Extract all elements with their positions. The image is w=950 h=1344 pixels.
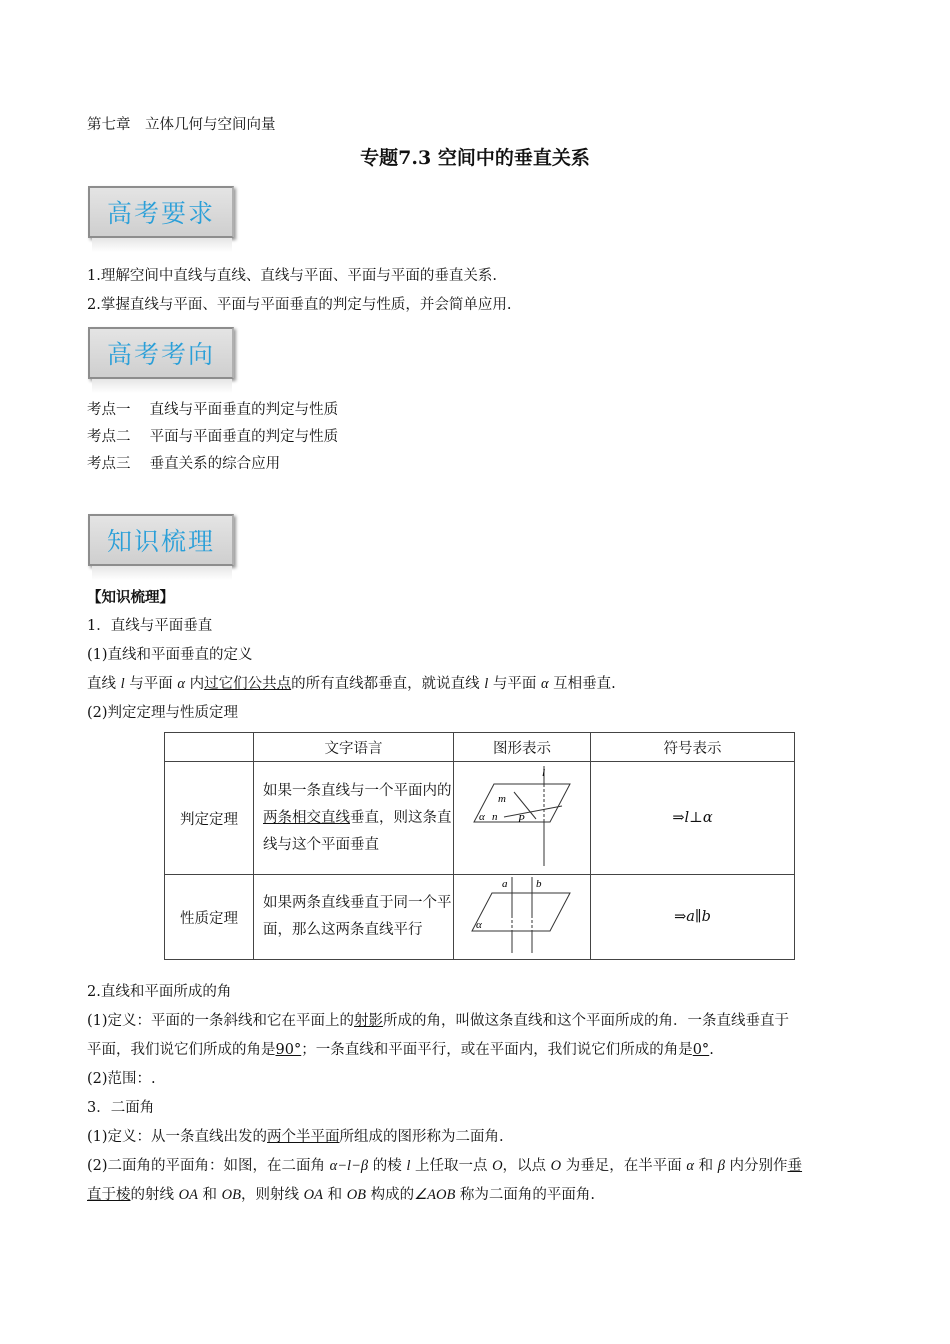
- table-header: 符号表示: [591, 733, 795, 762]
- svg-text:b: b: [536, 878, 542, 890]
- section-1-title: 1．直线与平面垂直: [87, 618, 213, 634]
- svg-text:l: l: [542, 767, 546, 779]
- dihedral-plane-angle: (2)二面角的平面角：如图，在二面角 α−l−β 的棱 l 上任取一点 O，以点 O 为垂足，在半平面 α 和 β 内分别作垂: [87, 1158, 803, 1174]
- table-header: [165, 733, 254, 762]
- page-title: 专题7.3 空间中的垂直关系: [360, 147, 590, 169]
- kaodian-2: 考点二 平面与平面垂直的判定与性质: [87, 429, 339, 445]
- chapter-header: 第七章 立体几何与空间向量: [87, 117, 276, 133]
- row-text: 如果两条直线垂直于同一个平面，那么这两条直线平行: [254, 875, 454, 960]
- row-name: 性质定理: [165, 875, 254, 960]
- dihedral-plane-angle-cont: 直于棱的射线 OA 和 OB，则射线 OA 和 OB 构成的∠AOB 称为二面角的平面角.: [87, 1187, 596, 1203]
- row-name: 判定定理: [165, 762, 254, 875]
- section-3-title: 3．二面角: [87, 1100, 155, 1116]
- angle-definition: (1)定义：平面的一条斜线和它在平面上的射影所成的角，叫做这条直线和这个平面所成的角．一条直线垂直于: [87, 1013, 790, 1029]
- banner-directions: 高考考向: [88, 327, 234, 379]
- svg-text:α: α: [476, 919, 482, 931]
- banner-reflection: [92, 566, 232, 580]
- banner-reflection: [92, 379, 232, 393]
- svg-text:α: α: [479, 811, 485, 823]
- table-row: [165, 875, 795, 960]
- kaodian-1: 考点一 直线与平面垂直的判定与性质: [87, 402, 339, 418]
- definition-line: 直线 l 与平面 α 内过它们公共点的所有直线都垂直，就说直线 l 与平面 α 互相垂直.: [87, 676, 616, 692]
- row-text: 如果一条直线与一个平面内的两条相交直线垂直，则这条直线与这个平面垂直: [254, 762, 454, 875]
- kaodian-3: 考点三 垂直关系的综合应用: [87, 456, 281, 472]
- dihedral-definition: (1)定义：从一条直线出发的两个半平面所组成的图形称为二面角.: [87, 1129, 504, 1145]
- angle-range: (2)范围：.: [87, 1071, 156, 1087]
- banner-knowledge: 知识梳理: [88, 514, 234, 566]
- theorem-table: [164, 732, 795, 960]
- angle-definition-cont: 平面，我们说它们所成的角是90°；一条直线和平面平行，或在平面内，我们说它们所成的角是0°.: [87, 1042, 714, 1058]
- section-2-title: 2.直线和平面所成的角: [87, 984, 232, 1000]
- row-symbol: ⇒a∥b: [591, 875, 795, 960]
- svg-text:a: a: [502, 878, 508, 890]
- section-heading: 【知识梳理】: [87, 589, 174, 606]
- figure-perpendicular: [454, 762, 591, 875]
- table-row: [165, 762, 795, 875]
- requirement-1: 1.理解空间中直线与直线、直线与平面、平面与平面的垂直关系.: [87, 268, 497, 284]
- banner-reflection: [92, 238, 232, 252]
- svg-text:P: P: [518, 813, 525, 825]
- row-symbol: ⇒l⊥α: [591, 762, 795, 875]
- svg-text:n: n: [492, 811, 498, 823]
- table-header: 图形表示: [454, 733, 591, 762]
- subsection-1-2: (2)判定定理与性质定理: [87, 705, 239, 721]
- requirement-2: 2.掌握直线与平面、平面与平面垂直的判定与性质，并会简单应用.: [87, 297, 512, 313]
- subsection-1-1: (1)直线和平面垂直的定义: [87, 647, 253, 663]
- table-header: 文字语言: [254, 733, 454, 762]
- svg-text:m: m: [498, 793, 506, 805]
- figure-parallel: [454, 875, 591, 960]
- banner-requirements: 高考要求: [88, 186, 234, 238]
